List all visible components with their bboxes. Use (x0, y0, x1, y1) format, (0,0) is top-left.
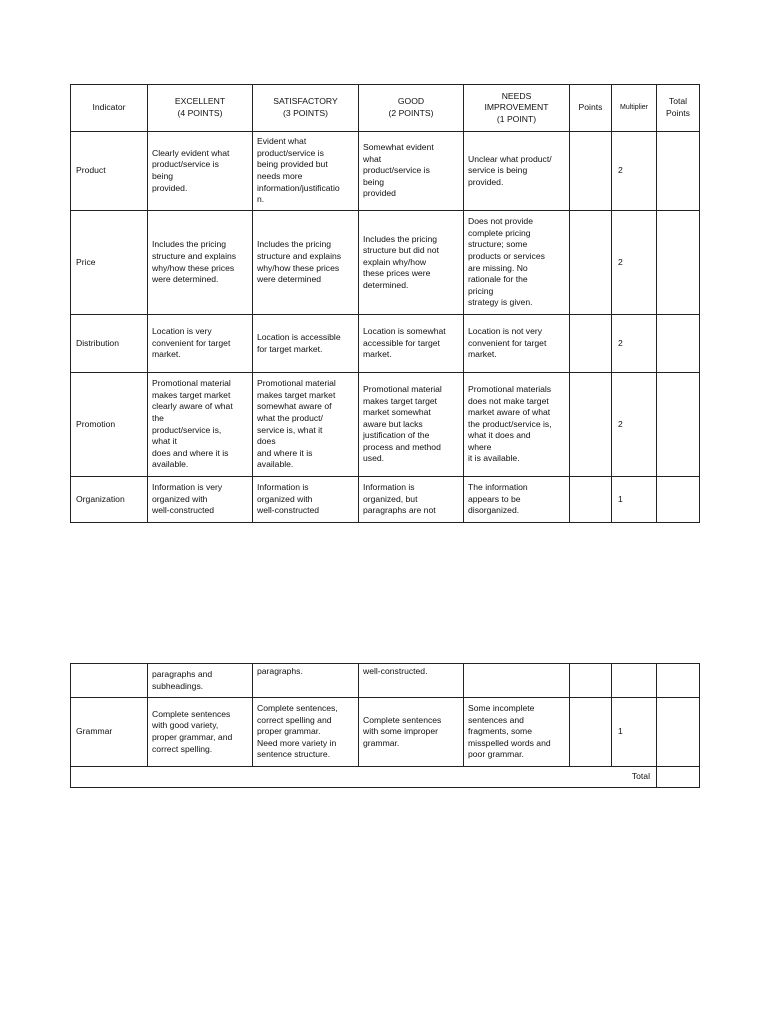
satisfactory-cell: Promotional material makes target market somewhat aware of what the product/ service is, what it does and where it is available. (253, 373, 359, 477)
points-cell (570, 698, 612, 767)
excellent-cell: Clearly evident what product/service is being provided. (148, 132, 253, 211)
header-good: GOOD (2 POINTS) (359, 85, 464, 132)
total-points-cell (657, 373, 700, 477)
total-points-cell (657, 664, 700, 698)
good-cell: Somewhat evident what product/service is being provided (359, 132, 464, 211)
points-cell (570, 373, 612, 477)
satisfactory-cell: Complete sentences, correct spelling and proper grammar. Need more variety in sentence structure. (253, 698, 359, 767)
header-needs-improvement: NEEDS IMPROVEMENT (1 POINT) (464, 85, 570, 132)
table-row (71, 132, 700, 211)
multiplier-cell (612, 664, 657, 698)
header-total-points: Total Points (657, 85, 700, 132)
needs-improvement-cell: The information appears to be disorganized. (464, 477, 570, 523)
satisfactory-cell: Information is organized with well-constructed (253, 477, 359, 523)
needs-improvement-cell: Promotional materials does not make target market aware of what the product/service is, what it does and where it is available. (464, 373, 570, 477)
needs-improvement-cell (464, 664, 570, 698)
rubric-table (70, 84, 700, 523)
indicator-cell: Product (71, 132, 148, 211)
needs-improvement-cell: Location is not very convenient for target market. (464, 315, 570, 373)
total-points-cell (657, 211, 700, 315)
needs-improvement-cell: Unclear what product/ service is being provided. (464, 132, 570, 211)
total-points-cell (657, 698, 700, 767)
header-satisfactory: SATISFACTORY (3 POINTS) (253, 85, 359, 132)
multiplier-cell: 2 (612, 132, 657, 211)
multiplier-cell: 2 (612, 211, 657, 315)
grand-total-cell (657, 767, 700, 788)
points-cell (570, 211, 612, 315)
header-indicator: Indicator (71, 85, 148, 132)
good-cell: well-constructed. (359, 664, 464, 698)
points-cell (570, 132, 612, 211)
satisfactory-cell: Evident what product/service is being provided but needs more information/justificatio n. (253, 132, 359, 211)
points-cell (570, 315, 612, 373)
good-cell: Promotional material makes target target market somewhat aware but lacks justification of the process and method used. (359, 373, 464, 477)
header-points: Points (570, 85, 612, 132)
continuation-row (71, 664, 700, 698)
excellent-cell: Includes the pricing structure and explains why/how these prices were determined. (148, 211, 253, 315)
needs-improvement-cell: Does not provide complete pricing structure; some products or services are missing. No rationale for the pricing strategy is given. (464, 211, 570, 315)
indicator-cell (71, 664, 148, 698)
excellent-cell: Promotional material makes target market clearly aware of what the product/service is, what it does and where it is available. (148, 373, 253, 477)
multiplier-cell: 1 (612, 698, 657, 767)
indicator-cell: Grammar (71, 698, 148, 767)
header-excellent: EXCELLENT (4 POINTS) (148, 85, 253, 132)
table-row (71, 698, 700, 767)
indicator-cell: Promotion (71, 373, 148, 477)
header-row (71, 85, 700, 132)
satisfactory-cell: paragraphs. (253, 664, 359, 698)
table-row (71, 211, 700, 315)
satisfactory-cell: Location is accessible for target market. (253, 315, 359, 373)
good-cell: Includes the pricing structure but did not explain why/how these prices were determined. (359, 211, 464, 315)
total-row (71, 767, 700, 788)
good-cell: Complete sentences with some improper grammar. (359, 698, 464, 767)
rubric-table-continued (70, 663, 700, 788)
total-label: Total (71, 767, 657, 788)
table-row (71, 315, 700, 373)
indicator-cell: Price (71, 211, 148, 315)
table-row (71, 373, 700, 477)
multiplier-cell: 2 (612, 315, 657, 373)
good-cell: Location is somewhat accessible for target market. (359, 315, 464, 373)
good-cell: Information is organized, but paragraphs are not (359, 477, 464, 523)
total-points-cell (657, 477, 700, 523)
table-row (71, 477, 700, 523)
points-cell (570, 477, 612, 523)
points-cell (570, 664, 612, 698)
indicator-cell: Distribution (71, 315, 148, 373)
excellent-cell: Location is very convenient for target market. (148, 315, 253, 373)
multiplier-cell: 1 (612, 477, 657, 523)
total-points-cell (657, 315, 700, 373)
indicator-cell: Organization (71, 477, 148, 523)
multiplier-cell: 2 (612, 373, 657, 477)
excellent-cell: Information is very organized with well-constructed (148, 477, 253, 523)
excellent-cell: Complete sentences with good variety, proper grammar, and correct spelling. (148, 698, 253, 767)
total-points-cell (657, 132, 700, 211)
header-multiplier: Multiplier (612, 85, 657, 132)
needs-improvement-cell: Some incomplete sentences and fragments, some misspelled words and poor grammar. (464, 698, 570, 767)
excellent-cell: paragraphs and subheadings. (148, 664, 253, 698)
satisfactory-cell: Includes the pricing structure and explains why/how these prices were determined (253, 211, 359, 315)
